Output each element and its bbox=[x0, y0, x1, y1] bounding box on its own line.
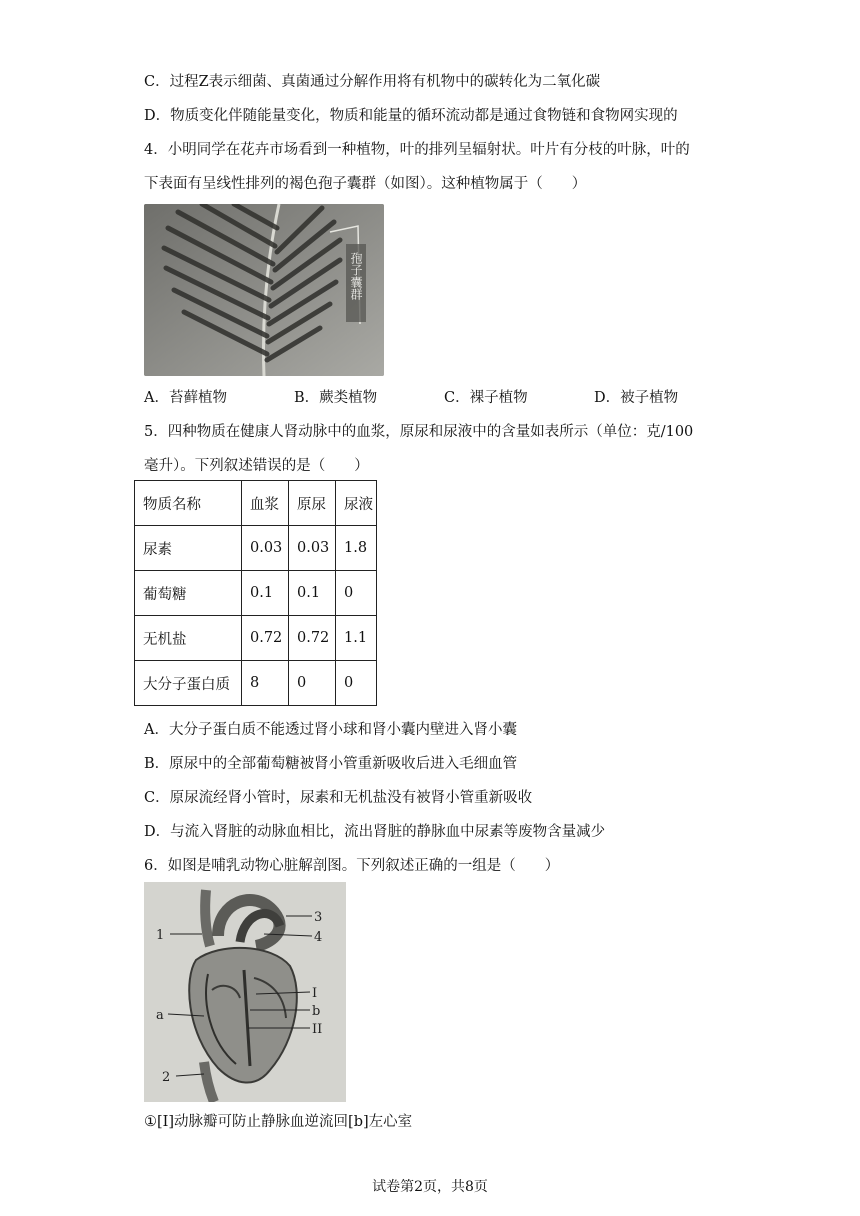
table-row bbox=[135, 661, 377, 706]
q5-option-d: D．与流入肾脏的动脉血相比，流出肾脏的静脉血中尿素等废物含量减少 bbox=[144, 824, 606, 840]
q5-option-c: C．原尿流经肾小管时，尿素和无机盐没有被肾小管重新吸收 bbox=[144, 790, 533, 806]
q5-stem-line-2: 毫升）。下列叙述错误的是（ ） bbox=[144, 458, 369, 474]
q5-option-b: B．原尿中的全部葡萄糖被肾小管重新吸收后进入毛细血管 bbox=[144, 756, 518, 772]
q4-option-b: B．蕨类植物 bbox=[294, 390, 378, 406]
fern-leaf-image bbox=[144, 204, 384, 376]
table-cell: 0.1 bbox=[289, 571, 336, 616]
q6-statement-1: ①[I]动脉瓣可防止静脉血逆流回[b]左心室 bbox=[144, 1114, 413, 1130]
heart-label-2: 2 bbox=[162, 1070, 171, 1085]
table-header-cell: 原尿 bbox=[289, 481, 336, 526]
table-cell: 葡萄糖 bbox=[135, 571, 242, 616]
table-cell: 0.72 bbox=[289, 616, 336, 661]
table-header-row bbox=[135, 481, 377, 526]
table-row bbox=[135, 571, 377, 616]
q4-stem-line-2: 下表面有呈线性排列的褐色孢子囊群（如图）。这种植物属于（ ） bbox=[144, 176, 587, 192]
table-cell: 0.1 bbox=[242, 571, 289, 616]
table-cell: 0.03 bbox=[289, 526, 336, 571]
heart-diagram-image bbox=[144, 882, 346, 1102]
heart-label-1: 1 bbox=[156, 928, 165, 943]
heart-label-4: 4 bbox=[314, 930, 323, 945]
q3-option-d: D．物质变化伴随能量变化，物质和能量的循环流动都是通过食物链和食物网实现的 bbox=[144, 108, 678, 124]
q4-option-c: C．裸子植物 bbox=[444, 390, 528, 406]
table-cell: 0 bbox=[289, 661, 336, 706]
table-cell: 0 bbox=[336, 661, 377, 706]
table-cell: 尿素 bbox=[135, 526, 242, 571]
table-cell: 大分子蛋白质 bbox=[135, 661, 242, 706]
q6-stem: 6．如图是哺乳动物心脏解剖图。下列叙述正确的一组是（ ） bbox=[144, 858, 560, 874]
heart-label-3: 3 bbox=[314, 910, 323, 925]
table-cell: 8 bbox=[242, 661, 289, 706]
table-row bbox=[135, 526, 377, 571]
heart-label-II: II bbox=[312, 1022, 323, 1037]
q4-option-a: A．苔藓植物 bbox=[144, 390, 227, 406]
table-cell: 0.03 bbox=[242, 526, 289, 571]
q3-option-c: C．过程Z表示细菌、真菌通过分解作用将有机物中的碳转化为二氧化碳 bbox=[144, 74, 601, 90]
table-cell: 无机盐 bbox=[135, 616, 242, 661]
q4-option-d: D．被子植物 bbox=[594, 390, 679, 406]
table-header-cell: 血浆 bbox=[242, 481, 289, 526]
heart-label-a: a bbox=[156, 1008, 164, 1023]
substance-content-table bbox=[134, 480, 377, 706]
heart-label-b: b bbox=[312, 1004, 321, 1019]
q5-option-a: A．大分子蛋白质不能透过肾小球和肾小囊内壁进入肾小囊 bbox=[144, 722, 517, 738]
table-header-cell: 物质名称 bbox=[135, 481, 242, 526]
fern-sporangia-label: 孢子囊群 bbox=[349, 252, 363, 300]
table-cell: 1.1 bbox=[336, 616, 377, 661]
table-cell: 0 bbox=[336, 571, 377, 616]
heart-label-I: I bbox=[312, 986, 318, 1001]
table-cell: 1.8 bbox=[336, 526, 377, 571]
table-row bbox=[135, 616, 377, 661]
page-footer: 试卷第2页，共8页 bbox=[372, 1179, 488, 1195]
q5-stem-line-1: 5．四种物质在健康人肾动脉中的血浆，原尿和尿液中的含量如表所示（单位：克/100 bbox=[144, 424, 694, 440]
table-cell: 0.72 bbox=[242, 616, 289, 661]
table-header-cell: 尿液 bbox=[336, 481, 377, 526]
q4-stem-line-1: 4．小明同学在花卉市场看到一种植物，叶的排列呈辐射状。叶片有分枝的叶脉，叶的 bbox=[144, 142, 690, 158]
